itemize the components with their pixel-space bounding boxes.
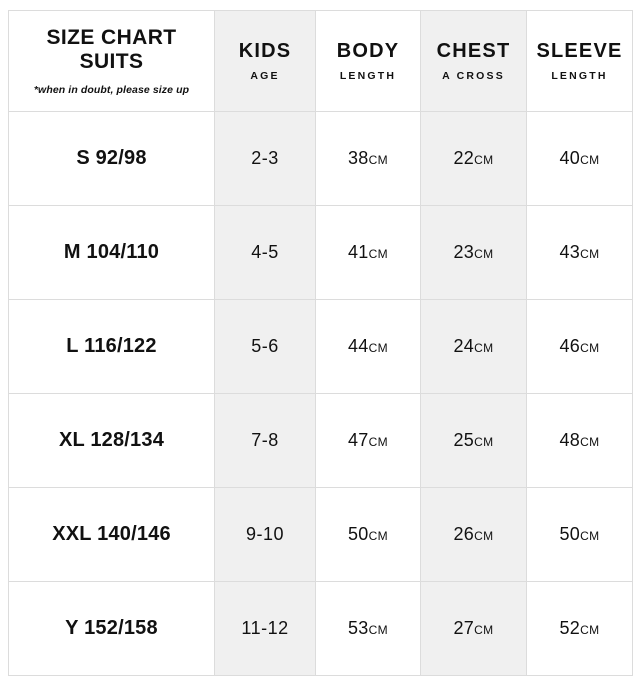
chest-value: 24CM	[453, 336, 494, 356]
unit-label: CM	[368, 341, 389, 355]
body-length-value: 38CM	[347, 148, 389, 168]
row-chest-cell	[421, 488, 527, 582]
row-size-cell	[9, 206, 215, 300]
unit-label: CM	[580, 435, 600, 449]
column-subheading: LENGTH	[551, 70, 608, 82]
chest-value: 25CM	[453, 430, 494, 450]
unit-label: CM	[580, 247, 600, 261]
unit-label: CM	[580, 153, 600, 167]
header-sleeve-length	[527, 11, 633, 112]
unit-label: CM	[580, 341, 600, 355]
size-label: M 104/110	[63, 241, 160, 263]
unit-label: CM	[474, 623, 494, 637]
page-title: SIZE CHART SUITS	[46, 26, 177, 73]
table-row	[9, 582, 633, 676]
row-size-cell	[9, 112, 215, 206]
age-value: 7-8	[251, 430, 279, 450]
body-length-value: 53CM	[347, 618, 389, 638]
table-row	[9, 206, 633, 300]
row-age-cell	[215, 582, 316, 676]
row-size-cell	[9, 582, 215, 676]
row-size-cell	[9, 300, 215, 394]
chest-value: 23CM	[453, 242, 494, 262]
row-age-cell	[215, 394, 316, 488]
unit-label: CM	[580, 623, 600, 637]
row-sleeve-cell	[527, 582, 633, 676]
age-value: 2-3	[251, 148, 279, 168]
sleeve-value: 48CM	[559, 430, 600, 450]
column-subheading: AGE	[250, 70, 280, 82]
body-length-value: 50CM	[347, 524, 389, 544]
row-age-cell	[215, 300, 316, 394]
sleeve-value: 50CM	[559, 524, 600, 544]
row-body-cell	[316, 582, 421, 676]
unit-label: CM	[368, 153, 389, 167]
row-size-cell	[9, 488, 215, 582]
chest-value: 26CM	[453, 524, 494, 544]
sleeve-value: 46CM	[559, 336, 600, 356]
column-heading: KIDS	[238, 40, 292, 62]
column-subheading: A CROSS	[442, 70, 505, 82]
size-label: Y 152/158	[65, 617, 158, 639]
table-row	[9, 488, 633, 582]
row-body-cell	[316, 300, 421, 394]
size-chart-table	[8, 10, 633, 676]
row-body-cell	[316, 394, 421, 488]
row-chest-cell	[421, 206, 527, 300]
body-length-value: 44CM	[347, 336, 389, 356]
chest-value: 22CM	[453, 148, 494, 168]
age-value: 11-12	[241, 618, 289, 638]
sleeve-value: 52CM	[559, 618, 600, 638]
body-length-value: 41CM	[347, 242, 389, 262]
row-size-cell	[9, 394, 215, 488]
chest-value: 27CM	[453, 618, 494, 638]
size-label: S 92/98	[76, 147, 147, 169]
row-chest-cell	[421, 112, 527, 206]
row-chest-cell	[421, 394, 527, 488]
row-body-cell	[316, 206, 421, 300]
unit-label: CM	[368, 435, 389, 449]
unit-label: CM	[368, 623, 389, 637]
header-kids-age	[215, 11, 316, 112]
sleeve-value: 43CM	[559, 242, 600, 262]
column-heading: BODY	[336, 40, 400, 62]
unit-label: CM	[474, 341, 494, 355]
unit-label: CM	[474, 153, 494, 167]
body-length-value: 47CM	[347, 430, 389, 450]
row-sleeve-cell	[527, 394, 633, 488]
row-chest-cell	[421, 300, 527, 394]
sleeve-value: 40CM	[559, 148, 600, 168]
unit-label: CM	[474, 247, 494, 261]
size-up-note: *when in doubt, please size up	[33, 83, 190, 96]
table-row	[9, 300, 633, 394]
row-body-cell	[316, 488, 421, 582]
unit-label: CM	[368, 247, 389, 261]
row-sleeve-cell	[527, 206, 633, 300]
size-label: L 116/122	[66, 335, 157, 357]
header-chest-across	[421, 11, 527, 112]
unit-label: CM	[368, 529, 389, 543]
age-value: 9-10	[245, 524, 285, 544]
table-row	[9, 394, 633, 488]
row-age-cell	[215, 488, 316, 582]
unit-label: CM	[580, 529, 600, 543]
row-chest-cell	[421, 582, 527, 676]
size-label: XL 128/134	[58, 429, 165, 451]
size-label: XXL 140/146	[52, 523, 171, 545]
row-body-cell	[316, 112, 421, 206]
row-sleeve-cell	[527, 488, 633, 582]
table-header-row	[9, 11, 633, 112]
row-age-cell	[215, 206, 316, 300]
row-sleeve-cell	[527, 112, 633, 206]
header-title-cell	[9, 11, 215, 112]
unit-label: CM	[474, 529, 494, 543]
age-value: 4-5	[251, 242, 279, 262]
unit-label: CM	[474, 435, 494, 449]
table-row	[9, 112, 633, 206]
column-heading: SLEEVE	[536, 40, 623, 62]
row-sleeve-cell	[527, 300, 633, 394]
header-body-length	[316, 11, 421, 112]
row-age-cell	[215, 112, 316, 206]
age-value: 5-6	[251, 336, 279, 356]
column-subheading: LENGTH	[339, 70, 397, 82]
column-heading: CHEST	[436, 40, 511, 62]
